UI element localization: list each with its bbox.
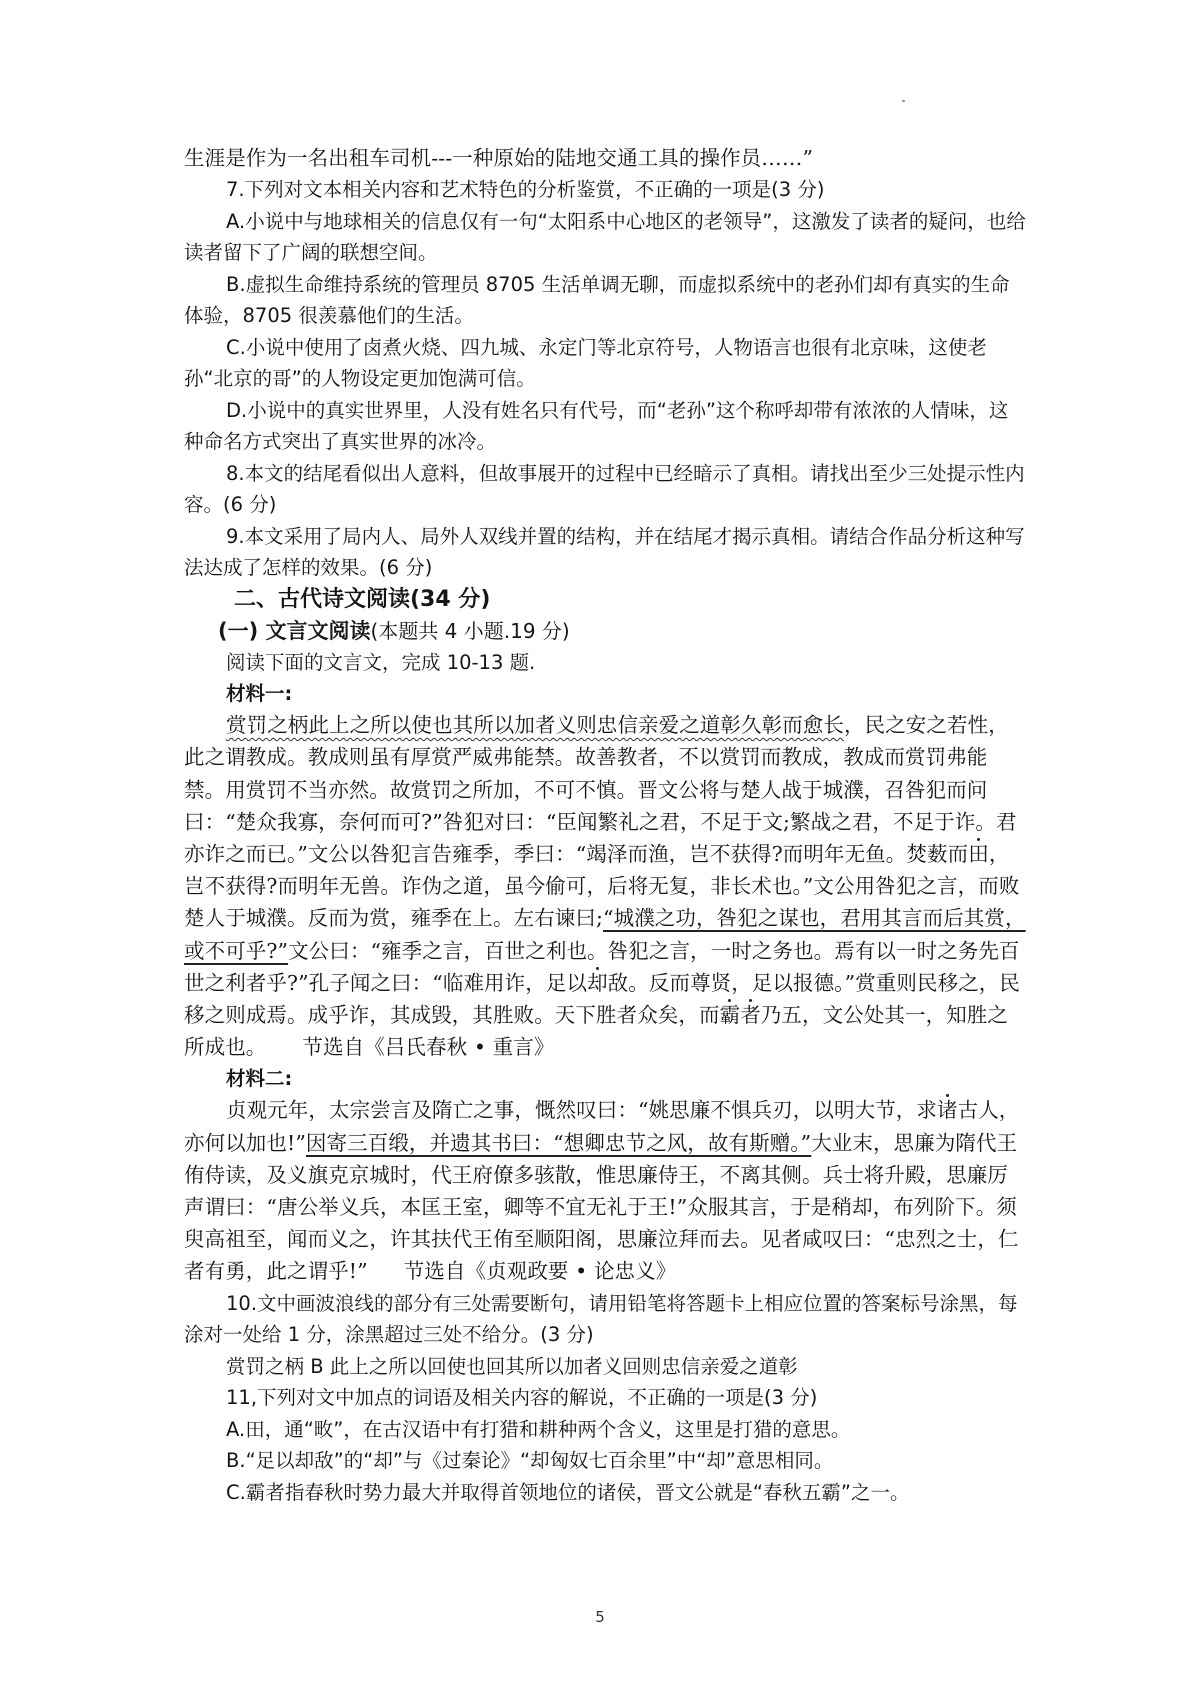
material-2-source: 节选自《贞观政要 • 论忠义》: [403, 1259, 677, 1284]
subsection-title-rest: (本题共 4 小题.19 分): [370, 618, 570, 643]
reading-instruction: 阅读下面的文言文，完成 10-13 题.: [226, 650, 536, 674]
section-title: 二、古代诗文阅读(34 分): [234, 586, 491, 612]
material-2-part-b: 古人，亦何以加也!”: [184, 1098, 1020, 1155]
material-2-part-a: 贞观元年，太宗尝言及隋亡之事，慨然叹曰：“姚思廉不惧兵刃，以明大节，求: [226, 1098, 937, 1123]
question-7-stem: 7.下列对文本相关内容和艺术特色的分析鉴赏，不正确的一项是(3 分): [226, 178, 825, 202]
story-ending: 生涯是作为一名出租车司机---一种原始的陆地交通工具的操作员……”: [184, 146, 814, 170]
question-11-option-c: C.霸者指春秋时势力最大并取得首领地位的诸侯，晋文公就是“春秋五霸”之一。: [226, 1480, 910, 1504]
dotted-word-que: 却: [587, 970, 608, 995]
material-1-part-a: ，民之安之若性，此之谓教成。教成则虽有厚赏严威弗能禁。故善教者，不以赏罚而教成，教成而赏罚弗能禁。用赏罚不当亦然。故赏罚之所加，不可不慎。晋文公将与楚人战于城濮，召咎犯而问曰：“楚众我寡，奈何而可?”咎犯对曰：“臣闻繁礼之君，不足于文;繁战之君，不足于诈。君亦诈之而已。”文公以咎犯言告雍季，季曰：“竭泽而渔，岂不获得?而明年无鱼。焚薮而: [184, 713, 1017, 867]
question-10-stem: 10.文中画波浪线的部分有三处需要断句，请用铅笔将答题卡上相应位置的答案标号涂黑，每涂对一处给 1 分，涂黑超过三处不给分。(3 分): [184, 1291, 1018, 1347]
dotted-word-zhu: 诸: [936, 1098, 958, 1123]
wavy-underlined-passage: 赏罚之柄此上之所以使也其所以加者义则忠信亲爱之道彰久彰而愈长: [226, 713, 844, 738]
question-11-option-b: B.“足以却敌”的“却”与《过秦论》“却匈奴七百余里”中“却”意思相同。: [226, 1449, 834, 1473]
question-8: 8.本文的结尾看似出人意料，但故事展开的过程中已经暗示了真相。请找出至少三处提示性内容。(6 分): [184, 461, 1025, 517]
subsection-title: [184, 616, 1026, 647]
dotted-word-ba: 霸: [719, 1003, 741, 1028]
dotted-word-tian: 田: [968, 842, 989, 867]
material-2-part-c: 大业末，思廉为隋代王侑侍读，及义旗克京城时，代王府僚多骇散，惟思廉侍王，不离其侧。兵士将升殿，思廉厉声谓曰：“唐公举义兵，本匡王室，卿等不宜无礼于王!”众服其言，于是稍却，布列阶下。须臾高祖至，闻而义之，许其扶代王侑至顺阳阁，思廉泣拜而去。见者咸叹曰：“忠烈之士，仁者有勇，此之谓乎!”: [184, 1130, 1019, 1284]
question-11-option-a: A.田，通“畋”，在古汉语中有打猎和耕种两个含义，这里是打猎的意思。: [226, 1417, 851, 1441]
question-7-option-d: D.小说中的真实世界里，人没有姓名只有代号，而“老孙”这个称呼却带有浓浓的人情味，这种命名方式突出了真实世界的冰冷。: [184, 398, 1009, 454]
exam-page: [184, 142, 1026, 1508]
question-7-option-c: C.小说中使用了卤煮火烧、四九城、永定门等北京符号，人物语言也很有北京味，这使老孙“北京的哥”的人物设定更加饱满可信。: [184, 335, 987, 391]
material-1-label: 材料一:: [226, 682, 293, 706]
material-1-part-d: 敌。反而尊贤，足以报德。”赏重则民移之，民移之则成焉。成乎诈，其成毁，其胜败。天下胜者众矣，而: [184, 970, 1021, 1028]
question-10-line: 赏罚之柄 B 此上之所以回使也回其所以加者义回则忠信亲爱之道彰: [226, 1354, 798, 1378]
dotted-word-zhe: 者: [740, 1003, 761, 1028]
question-7-option-a: A.小说中与地球相关的信息仅有一句“太阳系中心地区的老领导”，这激发了读者的疑问，也给读者留下了广阔的联想空间。: [184, 209, 1026, 265]
question-11-stem: 11,下列对文中加点的词语及相关内容的解说，不正确的一项是(3 分): [226, 1386, 818, 1410]
subsection-title-bold: (一) 文言文阅读: [218, 618, 371, 643]
material-2-label: 材料二:: [226, 1067, 293, 1091]
material-1-text: [184, 709, 1026, 1063]
scan-speck: [902, 100, 905, 102]
underlined-sentence-1: “城濮之功，咎犯之谋也，君用其言而后其赏，或不可乎?”: [184, 906, 1026, 963]
material-1-part-e: 乃五，文公处其一，知胜之所成也。: [184, 1003, 1009, 1060]
material-1-part-c: 文公曰：“雍季之言，百世之利也。咎犯之言，一时之务也。焉有以一时之务先百世之利者乎?”孔子闻之曰：“临难用诈，足以: [184, 938, 1020, 995]
underlined-sentence-2: 因寄三百缎，并遗其书曰：“想卿忠节之风，故有斯赠。”: [305, 1130, 812, 1155]
page-number: 5: [595, 1608, 605, 1626]
material-1-source: 节选自《吕氏春秋 • 重言》: [302, 1035, 555, 1060]
question-7-option-b: B.虚拟生命维持系统的管理员 8705 生活单调无聊，而虚拟系统中的老孙们却有真实的生命体验，8705 很羡慕他们的生活。: [184, 272, 1010, 328]
question-9: 9.本文采用了局内人、局外人双线并置的结构，并在结尾才揭示真相。请结合作品分析这种写法达成了怎样的效果。(6 分): [184, 524, 1025, 580]
material-1-part-b: ，岂不获得?而明年无兽。诈伪之道，虽今偷可，后将无复，非长术也。”文公用咎犯之言，而败楚人于城濮。反而为赏，雍季在上。左右谏曰;: [184, 842, 1020, 931]
material-2-text: [184, 1094, 1026, 1287]
